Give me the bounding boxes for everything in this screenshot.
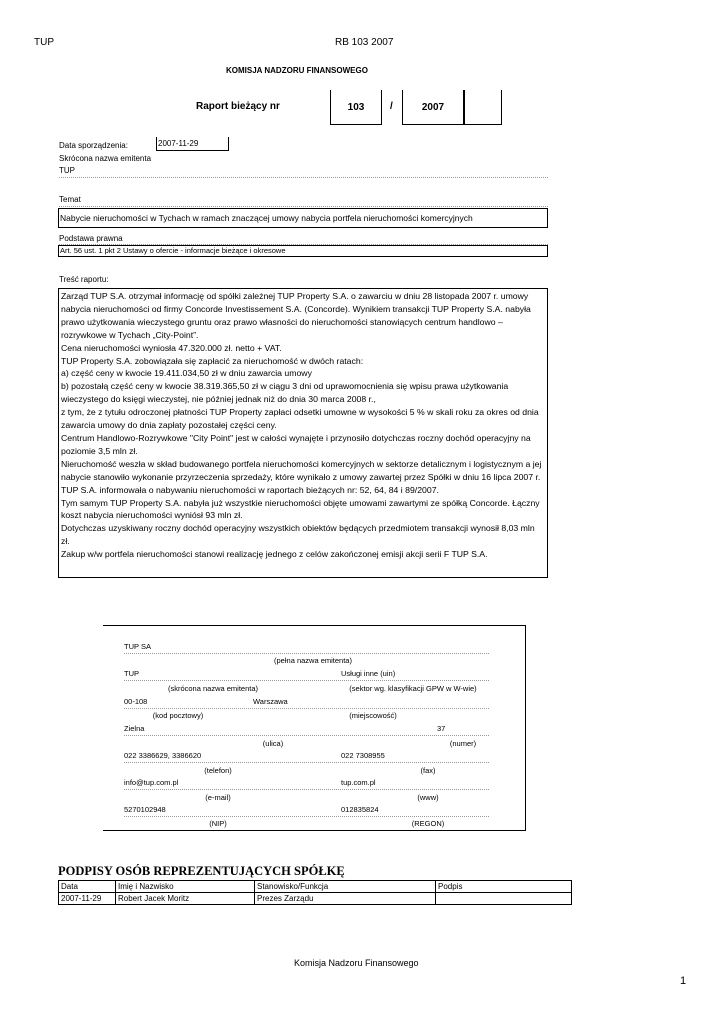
street-label: (ulica) <box>262 739 284 748</box>
signatures-table <box>58 880 572 905</box>
subject-label: Temat <box>59 195 548 207</box>
content-paragraph: Nieruchomość weszła w skład budowanego portfela nieruchomości komercyjnych w sektorze detalicznym i logistycznym a jej nabycie stanowiło wykonanie przyrzeczenia sprzedaży, które wynikało z umowy zawartej przez Spółki w dniu 16 lipca 2007 r. TUP S.A. informowała o nabywaniu nieruchomości w raportach bieżących nr: 52, 64, 84 i 89/2007. <box>61 458 542 495</box>
content-paragraph: a) część ceny w kwocie 19.411.034,50 zł w dniu zawarcia umowy <box>61 368 312 379</box>
legal-basis-value: Art. 56 ust. 1 pkt 2 Ustawy o ofercie - informacje bieżące i okresowe <box>58 245 548 257</box>
report-number-box <box>330 90 382 125</box>
col-header-signature: Podpis <box>436 881 572 893</box>
report-year-box <box>402 90 464 125</box>
table-header-row <box>59 881 572 893</box>
sector-label: (sektor wg. klasyfikacji GPW w W-wie) <box>349 684 477 693</box>
divider <box>124 816 489 817</box>
col-header-name: Imię i Nazwisko <box>116 881 255 893</box>
content-label: Treść raportu: <box>59 275 109 284</box>
header-report-code: RB 103 2007 <box>335 37 394 48</box>
authority-title: KOMISJA NADZORU FINANSOWEGO <box>226 66 368 75</box>
date-label: Data sporządzenia: <box>59 141 128 150</box>
nip-label: (NIP) <box>209 819 227 828</box>
full-name-label: (pełna nazwa emitenta) <box>274 656 352 665</box>
regon-value: 012835824 <box>341 805 379 814</box>
table-row <box>59 893 572 905</box>
sector-value: Usługi inne (uin) <box>341 669 396 678</box>
content-paragraph: Dotychczas uzyskiwany roczny dochód operacyjny wszystkich obiektów będących przedmiotem transakcji wynosił 8,03 mln zł. <box>61 523 535 547</box>
email-label: (e-mail) <box>205 793 231 802</box>
www-value: tup.com.pl <box>341 778 376 787</box>
divider <box>124 789 489 790</box>
report-label: Raport bieżący nr <box>196 101 280 112</box>
report-year: 2007 <box>421 101 445 113</box>
fax-value: 022 7308955 <box>341 751 385 760</box>
fax-label: (fax) <box>420 766 436 775</box>
divider <box>124 762 489 763</box>
divider <box>124 735 489 736</box>
number-label: (numer) <box>449 739 477 748</box>
content-paragraph: z tym, że z tytułu odroczonej płatności TUP Property zapłaci odsetki umowne w wysokości 5 % w skali roku za okres od dnia zawarcia umowy do dnia zapłaty pozostałej części ceny. <box>61 407 539 431</box>
header-company: TUP <box>34 37 54 48</box>
content-paragraph: Zarząd TUP S.A. otrzymał informację od spółki zależnej TUP Property S.A. o zawarciu w dniu 28 listopada 2007 r. umowy nabycia nieruchomości od firmy Concorde Investissement S.A. (Concorde). Wynikiem transakcji TUP Property S.A. nabyła prawo użytkowania wieczystego gruntu oraz prawo własności do nieruchomości stanowiących centrum handlowo – rozrywkowe w Tychach „City-Point”. <box>61 291 531 340</box>
number-value: 37 <box>437 724 446 733</box>
cell-position: Prezes Zarządu <box>255 893 436 905</box>
email-value: info@tup.com.pl <box>124 778 179 787</box>
nip-value: 5270102948 <box>124 805 166 814</box>
short-name-value: TUP <box>124 669 139 678</box>
content-paragraph: Tym samym TUP Property S.A. nabyła już wszystkie nieruchomości objęte umowami zawartymi ze spółką Concorde. Łączny koszt nabycia nieruchomości wyniósł 93 mln zł. <box>61 497 540 521</box>
divider <box>124 680 489 681</box>
postal-code-label: (kod pocztowy) <box>152 711 204 720</box>
postal-code-value: 00-108 <box>124 697 148 706</box>
content-paragraph: b) pozostałą część ceny w kwocie 38.319.365,50 zł w ciągu 3 dni od uprawomocnienia się wpisu prawa użytkowania wieczystego do księgi wieczystej, nie później jednak niż do dnia 30 marca 2008 r., <box>61 381 509 405</box>
signatures-title: PODPISY OSÓB REPREZENTUJĄCYCH SPÓŁKĘ <box>58 864 345 878</box>
issuer-value: TUP <box>59 166 548 178</box>
col-header-position: Stanowisko/Funkcja <box>255 881 436 893</box>
report-empty-box <box>464 90 502 125</box>
short-name-label: (skrócona nazwa emitenta) <box>167 684 259 693</box>
cell-date: 2007-11-29 <box>59 893 116 905</box>
date-value: 2007-11-29 <box>156 137 229 151</box>
legal-basis-label: Podstawa prawna <box>59 234 548 245</box>
phone-value: 022 3386629, 3386620 <box>124 751 202 760</box>
footer-authority: Komisja Nadzoru Finansowego <box>294 958 419 968</box>
content-paragraph: Centrum Handlowo-Rozrywkowe "City Point" jest w całości wynajęte i przynosiło dotychczas roczny dochód operacyjny na poziomie 3,5 mln zł. <box>61 432 531 456</box>
divider <box>124 708 489 709</box>
city-value: Warszawa <box>253 697 288 706</box>
city-label: (miejscowość) <box>349 711 397 720</box>
full-name-value: TUP SA <box>124 642 151 651</box>
cell-signature <box>436 893 572 905</box>
phone-label: (telefon) <box>204 766 232 775</box>
issuer-info-block <box>103 625 526 831</box>
www-label: (www) <box>417 793 439 802</box>
page-number: 1 <box>680 975 687 987</box>
cell-name: Robert Jacek Moritz <box>116 893 255 905</box>
divider <box>124 653 489 654</box>
report-number: 103 <box>347 101 365 113</box>
content-paragraph: Cena nieruchomości wyniosła 47.320.000 zł. netto + VAT. <box>61 342 282 353</box>
street-value: Zielna <box>124 724 145 733</box>
content-paragraph: Zakup w/w portfela nieruchomości stanowi realizację jednego z celów zakończonej emisji akcji serii F TUP S.A. <box>61 549 488 560</box>
report-content <box>58 288 548 578</box>
content-paragraph: TUP Property S.A. zobowiązała się zapłacić za nieruchomość w dwóch ratach: <box>61 355 364 366</box>
regon-label: (REGON) <box>411 819 445 828</box>
report-separator: / <box>390 101 393 112</box>
issuer-label: Skrócona nazwa emitenta <box>59 154 152 163</box>
subject-value: Nabycie nieruchomości w Tychach w ramach znaczącej umowy nabycia portfela nieruchomości komercyjnych <box>58 208 548 228</box>
col-header-date: Data <box>59 881 116 893</box>
